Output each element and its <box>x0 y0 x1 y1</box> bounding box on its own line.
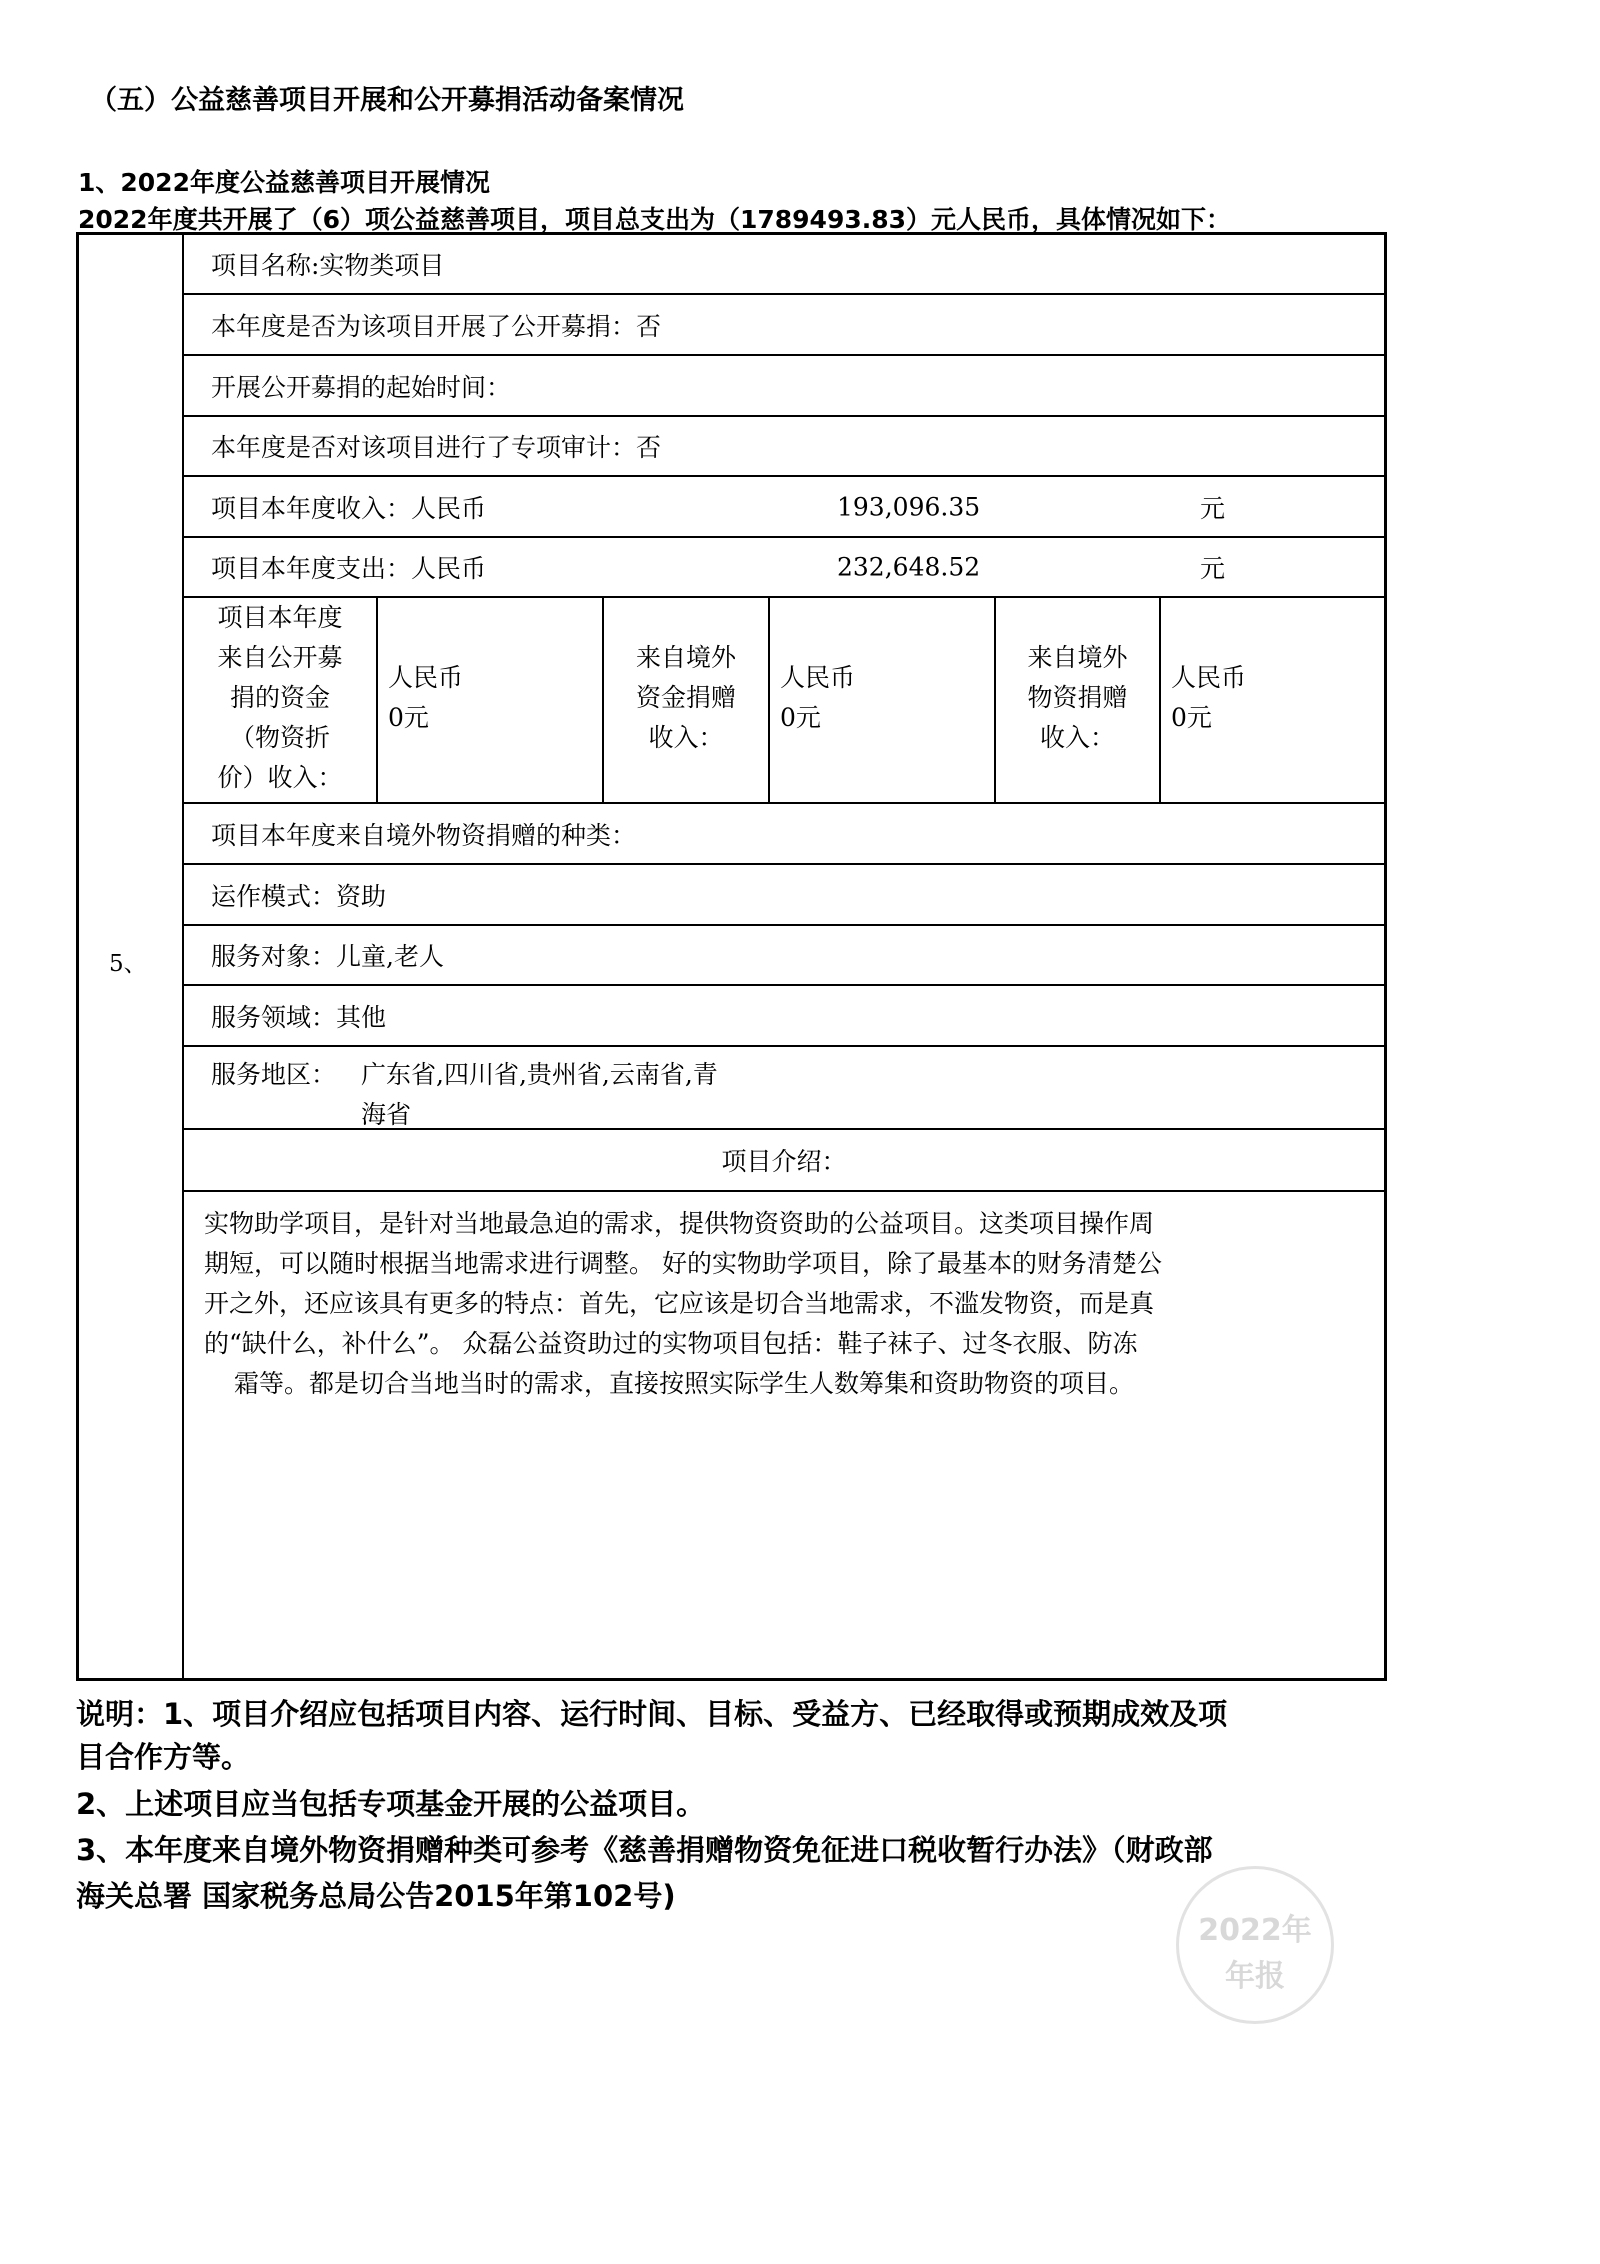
public-fund-label-line: （物资折 <box>229 723 330 752</box>
intro-line: 霜等。都是切合当地当时的需求，直接按照实际学生人数筹集和资助物资的项目。 <box>234 1369 1135 1398</box>
expense-label: 项目本年度支出：人民币 <box>211 554 487 583</box>
foreign-funds-value-cell <box>768 598 994 802</box>
public-fundraising: 本年度是否为该项目开展了公开募捐：否 <box>211 311 662 341</box>
service-area-line: 广东省,四川省,贵州省,云南省,青 <box>361 1060 718 1089</box>
row-expense <box>184 538 1384 598</box>
service-area-label: 服务地区： <box>211 1060 337 1089</box>
note-line: 说明：1、项目介绍应包括项目内容、运行时间、目标、受益方、已经取得或预期成效及项 <box>76 1697 1228 1731</box>
foreign-funds-label-line: 来自境外 <box>635 643 736 672</box>
section-title: （五）公益慈善项目开展和公开募捐活动备案情况 <box>90 85 684 116</box>
intro-line: 期短，可以随时根据当地需求进行调整。 好的实物助学项目，除了最基本的财务清楚公 <box>204 1249 1162 1278</box>
foreign-goods-types: 项目本年度来自境外物资捐赠的种类： <box>211 820 637 850</box>
project-index: 5、 <box>109 951 147 977</box>
income-amount: 193,096.35 <box>837 492 981 521</box>
row-service-field <box>184 986 1384 1047</box>
note-line: 3、本年度来自境外物资捐赠种类可参考《慈善捐赠物资免征进口税收暂行办法》（财政部 <box>76 1833 1213 1867</box>
public-fund-label-line: 来自公开募 <box>217 643 343 672</box>
project-name: 项目名称:实物类项目 <box>211 251 445 280</box>
row-public-fundraising <box>184 295 1384 356</box>
row-fundraising-start <box>184 356 1384 417</box>
note-line: 目合作方等。 <box>76 1740 251 1774</box>
public-fund-label-cell <box>184 598 376 802</box>
foreign-funds-currency: 人民币 <box>780 663 856 692</box>
foreign-funds-amount: 0元 <box>780 703 821 732</box>
foreign-goods-amount: 0元 <box>1171 703 1212 732</box>
public-fund-label-line: 捐的资金 <box>229 683 330 712</box>
row-project-name <box>184 235 1384 295</box>
service-field: 服务领域：其他 <box>211 1002 387 1032</box>
foreign-goods-value-cell <box>1159 598 1384 802</box>
row-service-targets <box>184 926 1384 986</box>
special-audit: 本年度是否对该项目进行了专项审计：否 <box>211 433 662 462</box>
foreign-funds-label-cell <box>602 598 768 802</box>
public-fund-label-line: 价）收入： <box>217 763 343 792</box>
income-unit: 元 <box>1200 493 1226 523</box>
note-line: 2、上述项目应当包括专项基金开展的公益项目。 <box>76 1787 706 1821</box>
public-fund-label-line: 项目本年度 <box>217 603 343 632</box>
operation-mode: 运作模式：资助 <box>211 881 387 911</box>
service-targets: 服务对象：儿童,老人 <box>211 942 444 971</box>
intro-body <box>184 1192 1384 1678</box>
index-column <box>79 235 184 1678</box>
foreign-goods-label-line: 物资捐赠 <box>1027 683 1128 712</box>
intro-line: 实物助学项目，是针对当地最急迫的需求，提供物资资助的公益项目。这类项目操作周 <box>204 1209 1155 1238</box>
summary-line: 2022年度共开展了（6）项公益慈善项目，项目总支出为（1789493.83）元人民币，具体情况如下： <box>78 205 1232 234</box>
note-line: 海关总署 国家税务总局公告2015年第102号) <box>76 1879 676 1913</box>
row-foreign-goods-types <box>184 804 1384 865</box>
foreign-funds-label-line: 收入： <box>648 723 724 752</box>
foreign-goods-label-line: 收入： <box>1039 723 1115 752</box>
foreign-funds-label-line: 资金捐赠 <box>635 683 736 712</box>
annual-report-stamp <box>1176 1866 1334 2024</box>
row-service-area <box>184 1047 1384 1130</box>
service-area-line: 海省 <box>361 1100 412 1129</box>
stamp-year: 2022年 <box>1198 1913 1312 1948</box>
stamp-label: 年报 <box>1225 1959 1285 1994</box>
row-income <box>184 477 1384 538</box>
row-operation-mode <box>184 865 1384 926</box>
subsection-title: 1、2022年度公益慈善项目开展情况 <box>78 168 490 197</box>
intro-line: 的“缺什么，补什么”。 众磊公益资助过的实物项目包括：鞋子袜子、过冬衣服、防冻 <box>204 1329 1138 1358</box>
fundraising-start: 开展公开募捐的起始时间： <box>211 372 512 402</box>
row-funds <box>184 598 1384 804</box>
project-table <box>76 232 1387 1681</box>
foreign-goods-label-line: 来自境外 <box>1027 643 1128 672</box>
public-fund-amount: 0元 <box>388 703 429 732</box>
public-fund-value-cell <box>376 598 602 802</box>
intro-line: 开之外，还应该具有更多的特点：首先，它应该是切合当地需求，不滥发物资，而是真 <box>204 1289 1155 1318</box>
foreign-goods-currency: 人民币 <box>1171 663 1247 692</box>
intro-header: 项目介绍： <box>721 1147 847 1176</box>
row-special-audit <box>184 417 1384 477</box>
expense-unit: 元 <box>1200 554 1226 583</box>
foreign-goods-label-cell <box>994 598 1159 802</box>
expense-amount: 232,648.52 <box>837 552 981 582</box>
row-intro-header <box>184 1130 1384 1192</box>
public-fund-currency: 人民币 <box>388 663 464 692</box>
income-label: 项目本年度收入：人民币 <box>211 493 487 523</box>
